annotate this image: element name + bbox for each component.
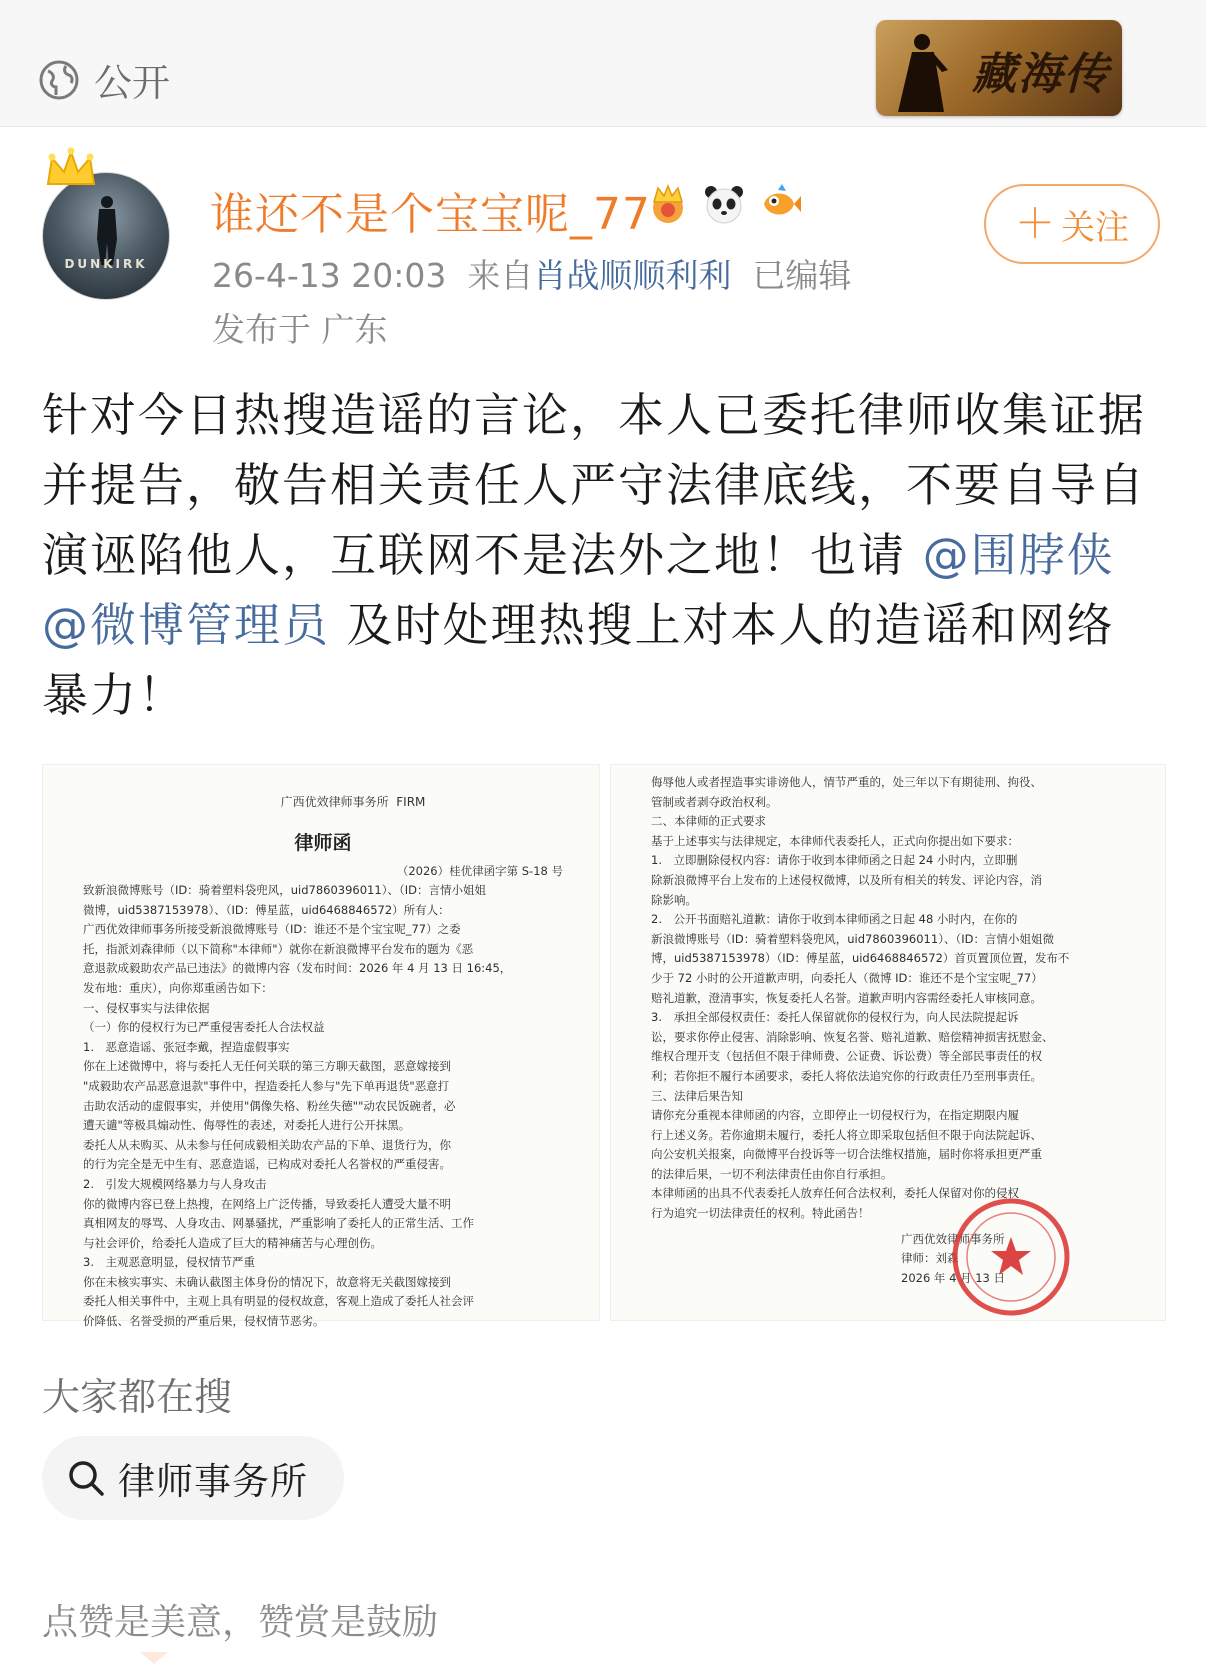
doc-line: 发布地：重庆），向你郑重函告如下： bbox=[83, 980, 273, 995]
doc-line: 致新浪微博账号（ID：骑着塑料袋兜风，uid7860396011）、（ID：言情小姐姐 bbox=[83, 883, 486, 897]
hot-search-heading: 大家都在搜 bbox=[42, 1375, 233, 1419]
post-image-2[interactable] bbox=[610, 764, 1166, 1321]
banner-text: 藏海传 bbox=[972, 49, 1110, 100]
reward-text: 点赞是美意，赞赏是鼓励 bbox=[42, 1602, 439, 1643]
doc-line: 的行为完全是无中生有、恶意造谣，已构成对委托人名誉权的严重侵害。 bbox=[83, 1157, 451, 1172]
user-badges bbox=[646, 182, 802, 226]
doc-line: 意退款成毅助农产品已违法》的微博内容（发布时间：2026 年 4 月 13 日 16:45， bbox=[83, 961, 512, 976]
doc-line: 行为追究一切法律责任的权利。特此函告！ bbox=[651, 1206, 870, 1221]
panda-icon[interactable] bbox=[702, 182, 746, 226]
visibility-indicator bbox=[38, 52, 170, 107]
doc-line: 1. 恶意造谣、张冠李戴，捏造虚假事实 bbox=[83, 1039, 290, 1054]
search-chip[interactable] bbox=[42, 1436, 344, 1520]
doc-line: 本律师函的出具不代表委托人放弃任何合法权利，委托人保留对你的侵权 bbox=[651, 1186, 1019, 1201]
doc-line: 委托人从未购买、从未参与任何成毅相关助农产品的下单、退货行为，你 bbox=[83, 1137, 451, 1152]
doc-title: 律师函 bbox=[294, 832, 352, 854]
post-meta bbox=[212, 250, 851, 297]
doc-line: 新浪微博账号（ID：骑着塑料袋兜风，uid7860396011）、（ID：言情小姐姐微 bbox=[651, 931, 1054, 946]
doc-line: 托，指派刘森律师（以下简称"本律师"）就你在新浪微博平台发布的题为《恶 bbox=[83, 941, 474, 956]
soldier-silhouette-icon bbox=[93, 195, 121, 265]
post-text-part1: 针对今日热搜造谣的言论，本人已委托律师收集证据并提告，敬告相关责任人严守法律底线，不要自导自演诬陷他人，互联网不是法外之地！也请 bbox=[42, 388, 1146, 582]
top-bar bbox=[0, 0, 1206, 127]
doc-line: 侮辱他人或者捏造事实诽谤他人，情节严重的，处三年以下有期徒刑、拘役、 bbox=[651, 775, 1042, 789]
doc-line: 击助农活动的虚假事实，并使用"偶像失格、粉丝失德""动农民饭碗者，必 bbox=[83, 1098, 456, 1113]
doc-line: 除影响。 bbox=[651, 892, 697, 907]
edited-indicator[interactable]: 已编辑 bbox=[752, 256, 852, 295]
doc-line: 你的微博内容已登上热搜，在网络上广泛传播，导致委托人遭受大量不明 bbox=[83, 1196, 451, 1211]
doc-line: 2. 公开书面赔礼道歉：请你于收到本律师函之日起 48 小时内，在你的 bbox=[651, 912, 1018, 927]
mention-link[interactable]: @围脖侠 bbox=[922, 528, 1115, 582]
doc-line: 你在未核实事实、未确认截图主体身份的情况下，故意将无关截图嫁接到 bbox=[83, 1274, 451, 1289]
doc-left-body bbox=[83, 881, 563, 1332]
doc-line: 行上述义务。若你逾期未履行，委托人将立即采取包括但不限于向法院起诉、 bbox=[651, 1127, 1042, 1142]
source-link[interactable]: 肖战顺顺利利 bbox=[533, 256, 732, 295]
doc-line: 1. 立即删除侵权内容：请你于收到本律师函之日起 24 小时内，立即删 bbox=[651, 853, 1018, 868]
decor-banner[interactable] bbox=[876, 20, 1122, 116]
doc-line: 3. 主观恶意明显，侵权情节严重 bbox=[83, 1255, 255, 1270]
doc-line: 少于 72 小时的公开道歉声明，向委托人（微博 ID：谁还不是个宝宝呢_77） bbox=[651, 970, 1043, 985]
reward-pointer bbox=[140, 1652, 168, 1664]
doc-line: 微博，uid5387153978）、（ID：傅星蓝，uid6468846572）所有人： bbox=[83, 902, 450, 917]
crown-badge-icon[interactable] bbox=[646, 182, 690, 226]
doc-line: 管制或者剥夺政治权利。 bbox=[651, 794, 778, 809]
doc-line: 一、侵权事实与法律依据 bbox=[83, 1000, 210, 1015]
doc-firm-name: 广西优效律师事务所 FIRM bbox=[280, 795, 426, 809]
doc-line: 委托人相关事件中，主观上具有明显的侵权故意，客观上造成了委托人社会评 bbox=[83, 1294, 474, 1309]
doc-line: 除新浪微博平台上发布的上述侵权微博，以及所有相关的转发、评论内容，消 bbox=[651, 872, 1042, 887]
figure-icon bbox=[890, 30, 950, 114]
post-text-part2: 及时处理热搜上对本人的造谣和网络暴力！ bbox=[42, 598, 1115, 722]
post-timestamp: 26-4-13 20:03 bbox=[212, 256, 447, 295]
doc-right-body bbox=[651, 773, 1127, 1224]
crown-icon bbox=[42, 146, 100, 196]
search-icon bbox=[66, 1458, 106, 1498]
avatar-caption: DUNKIRK bbox=[64, 257, 148, 271]
doc-line: 二、本律师的正式要求 bbox=[651, 814, 766, 829]
doc-line: 博，uid5387153978）（ID：傅星蓝，uid6468846572）首页置顶位置，发布不 bbox=[651, 951, 1070, 966]
follow-button[interactable] bbox=[984, 184, 1160, 264]
red-seal-icon bbox=[949, 1195, 1073, 1319]
doc-line: 三、法律后果告知 bbox=[651, 1088, 743, 1103]
doc-line: 2. 引发大规模网络暴力与人身攻击 bbox=[83, 1176, 267, 1191]
doc-line: 广西优效律师事务所接受新浪微博账号（ID：谁还不是个宝宝呢_77）之委 bbox=[83, 922, 461, 937]
fish-icon[interactable] bbox=[758, 182, 802, 226]
visibility-label: 公开 bbox=[94, 61, 171, 105]
doc-line: 3. 承担全部侵权责任：委托人保留就你的侵权行为，向人民法院提起诉 bbox=[651, 1010, 1019, 1025]
doc-sig-date: 2026 年 4 月 13 日 bbox=[901, 1270, 1005, 1285]
doc-line: 向公安机关报案，向微博平台投诉等一切合法维权措施，届时你将承担更严重 bbox=[651, 1147, 1042, 1162]
doc-line: 请你充分重视本律师函的内容，立即停止一切侵权行为，在指定期限内履 bbox=[651, 1108, 1019, 1123]
post-image-1[interactable] bbox=[42, 764, 600, 1329]
search-chip-label: 律师事务所 bbox=[118, 1460, 308, 1503]
doc-line: 真相网友的辱骂、人身攻击、网暴骚扰，严重影响了委托人的正常生活、工作 bbox=[83, 1216, 474, 1231]
avatar-wrap[interactable] bbox=[42, 146, 174, 296]
post-body bbox=[42, 380, 1162, 730]
doc-line: 赔礼道歉，澄清事实，恢复委托人名誉。道歉声明内容需经委托人审核同意。 bbox=[651, 990, 1042, 1005]
doc-line: 利；若你拒不履行本函要求，委托人将依法追究你的行政责任乃至刑事责任。 bbox=[651, 1068, 1042, 1083]
doc-line: 你在上述微博中，将与委托人无任何关联的第三方聊天截图，恶意嫁接到 bbox=[83, 1059, 451, 1074]
post-location: 发布于 广东 bbox=[212, 310, 388, 349]
doc-line: 遭天谴"等极具煽动性、侮辱性的表述，对委托人进行公开抹黑。 bbox=[83, 1118, 411, 1133]
doc-line: 价降低、名誉受损的严重后果，侵权情节恶劣。 bbox=[83, 1314, 325, 1329]
doc-line: 与社会评价，给委托人造成了巨大的精神痛苦与心理创伤。 bbox=[83, 1235, 382, 1250]
doc-line: 维权合理开支（包括但不限于律师费、公证费、诉讼费）等全部民事责任的权 bbox=[651, 1049, 1042, 1064]
doc-number: （2026）桂优律函字第 S-18 号 bbox=[396, 864, 563, 878]
doc-line: "成毅助农产品恶意退款"事件中，捏造委托人参与"先下单再退货"恶意打 bbox=[83, 1078, 450, 1093]
mention-link[interactable]: @微博管理员 bbox=[42, 598, 330, 652]
username[interactable]: 谁还不是个宝宝呢_77 bbox=[210, 189, 651, 240]
follow-label: 关注 bbox=[1061, 207, 1129, 248]
doc-sig-firm: 广西优效律师事务所 bbox=[901, 1231, 1005, 1246]
doc-sig-lawyer: 律师：刘森 bbox=[901, 1251, 959, 1266]
doc-line: 讼，要求你停止侵害、消除影响、恢复名誉、赔礼道歉、赔偿精神损害抚慰金、 bbox=[651, 1029, 1054, 1044]
doc-line: 的法律后果，一切不利法律责任由你自行承担。 bbox=[651, 1166, 893, 1181]
globe-icon bbox=[38, 59, 80, 101]
source-prefix: 来自 bbox=[467, 256, 534, 295]
doc-line: （一）你的侵权行为已严重侵害委托人合法权益 bbox=[83, 1020, 325, 1035]
doc-line: 基于上述事实与法律规定，本律师代表委托人，正式向你提出如下要求： bbox=[651, 833, 1019, 848]
plus-icon: ＋ bbox=[1015, 201, 1055, 247]
